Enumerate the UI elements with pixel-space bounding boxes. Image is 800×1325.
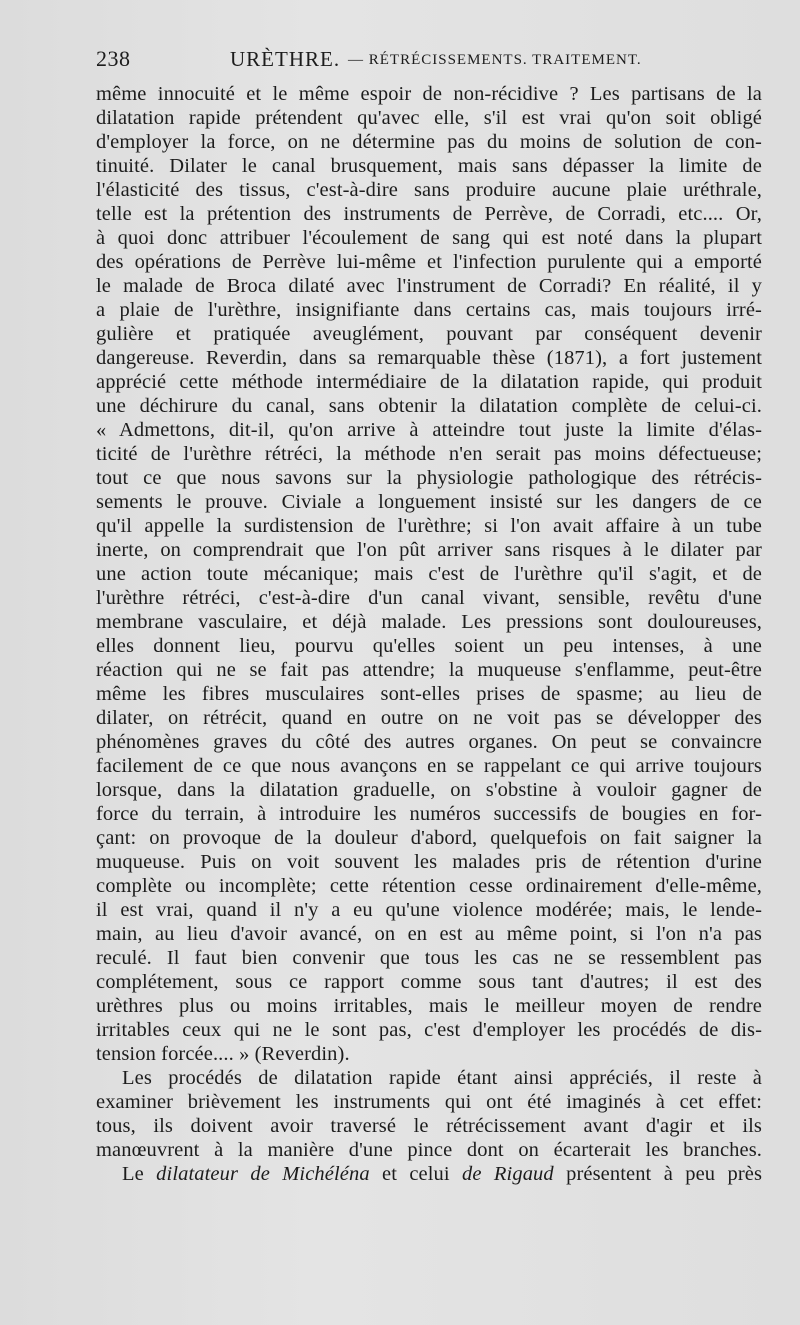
text-line: elles donnent lieu, pourvu qu'elles soient un peu intenses, à une xyxy=(96,635,762,657)
text-line: dilatation rapide prétendent qu'avec elle, s'il est vrai qu'on soit obligé xyxy=(96,107,762,129)
running-header xyxy=(96,44,762,74)
text-line: membrane vasculaire, et déjà malade. Les pressions sont douloureuses, xyxy=(96,611,762,633)
text-line: sements le prouve. Civiale a longuement insisté sur les dangers de ce xyxy=(96,491,762,513)
text-run: présentent à peu près xyxy=(553,1163,763,1185)
text-line: main, au lieu d'avoir avancé, on en est au même point, si l'on n'a pas xyxy=(96,923,762,945)
text-line: l'élasticité des tissus, c'est-à-dire sans produire aucune plaie uréthrale, xyxy=(96,179,762,201)
text-line: facilement de ce que nous avançons en se rappelant ce qui arrive toujours xyxy=(96,755,762,777)
text-line: tinuité. Dilater le canal brusquement, mais sans dépasser la limite de xyxy=(96,155,762,177)
text-line: il est vrai, quand il n'y a eu qu'une violence modérée; mais, le lende- xyxy=(96,899,762,921)
text-line: irritables ceux qui ne le sont pas, c'est d'employer les procédés de dis- xyxy=(96,1019,762,1041)
text-line: tout ce que nous savons sur la physiologie pathologique des rétrécis- xyxy=(96,467,762,489)
text-line: même innocuité et le même espoir de non-récidive ? Les partisans de la xyxy=(96,83,762,105)
text-line: çant: on provoque de la douleur d'abord, quelquefois on fait saigner la xyxy=(96,827,762,849)
text-line: urèthres plus ou moins irritables, mais le meilleur moyen de rendre xyxy=(96,995,762,1017)
text-line: « Admettons, dit-il, qu'on arrive à atteindre tout juste la limite d'élas- xyxy=(96,419,762,441)
text-line: une action toute mécanique; mais c'est de l'urèthre qu'il s'agit, et de xyxy=(96,563,762,585)
text-line: tension forcée.... » (Reverdin). xyxy=(96,1043,350,1065)
text-line-final xyxy=(96,1162,762,1186)
text-line: phénomènes graves du côté des autres organes. On peut se convaincre xyxy=(96,731,762,753)
text-line: apprécié cette méthode intermédiaire de la dilatation rapide, qui produit xyxy=(96,371,762,393)
italic-term: dilatateur de Michéléna xyxy=(156,1163,370,1185)
text-line: gulière et pratiquée aveuglément, pouvant par conséquent devenir xyxy=(96,323,762,345)
text-line: le malade de Broca dilaté avec l'instrument de Corradi? En réalité, il y xyxy=(96,275,762,297)
text-line: même les fibres musculaires sont-elles prises de spasme; au lieu de xyxy=(96,683,762,705)
italic-term: de Rigaud xyxy=(462,1163,554,1185)
text-run: et celui xyxy=(369,1163,463,1185)
header-title: URÈTHRE. xyxy=(230,47,341,71)
text-line: complétement, sous ce rapport comme sous tant d'autres; il est des xyxy=(96,971,762,993)
text-line: tous, ils doivent avoir traversé le rétrécissement avant d'agir et ils xyxy=(96,1115,762,1137)
text-line: reculé. Il faut bien convenir que tous les cas ne se ressemblent pas xyxy=(96,947,762,969)
text-line: a plaie de l'urèthre, insignifiante dans certains cas, mais toujours irré- xyxy=(96,299,762,321)
text-line: Les procédés de dilatation rapide étant ainsi appréciés, il reste à xyxy=(122,1067,762,1089)
text-line: dilater, on rétrécit, quand en outre on ne voit pas se développer des xyxy=(96,707,762,729)
text-line: muqueuse. Puis on voit souvent les malades pris de rétention d'urine xyxy=(96,851,762,873)
text-line: examiner brièvement les instruments qui ont été imaginés à cet effet: xyxy=(96,1091,762,1113)
text-line: l'urèthre rétréci, c'est-à-dire d'un canal vivant, sensible, revêtu d'une xyxy=(96,587,762,609)
text-line: complète ou incomplète; cette rétention cesse ordinairement d'elle-même, xyxy=(96,875,762,897)
text-line: ticité de l'urèthre rétréci, la méthode n'en serait pas moins défectueuse; xyxy=(96,443,762,465)
text-line: réaction qui ne se fait pas attendre; la muqueuse s'enflamme, peut-être xyxy=(96,659,762,681)
text-line: lorsque, dans la dilatation graduelle, on s'obstine à vouloir gagner de xyxy=(96,779,762,801)
text-line: force du terrain, à introduire les numéros successifs de bougies en for- xyxy=(96,803,762,825)
header-subtitle: — RÉTRÉCISSEMENTS. TRAITEMENT. xyxy=(348,52,642,68)
text-run: Le xyxy=(122,1163,157,1185)
page-number: 238 xyxy=(96,46,131,71)
text-line: à quoi donc attribuer l'écoulement de sang qui est noté dans la plupart xyxy=(96,227,762,249)
text-line: inerte, on comprendrait que l'on pût arriver sans risques à le dilater par xyxy=(96,539,762,561)
text-line: des opérations de Perrève lui-même et l'infection purulente qui a emporté xyxy=(96,251,762,273)
body-text xyxy=(96,82,762,1186)
text-line: qu'il appelle la surdistension de l'urèthre; si l'on avait affaire à un tube xyxy=(96,515,762,537)
text-line: manœuvrent à la manière d'une pince dont on écarterait les branches. xyxy=(96,1139,762,1161)
text-line: une déchirure du canal, sans obtenir la dilatation complète de celui-ci. xyxy=(96,395,762,417)
text-line: telle est la prétention des instruments de Perrève, de Corradi, etc.... Or, xyxy=(96,203,762,225)
text-line: d'employer la force, on ne détermine pas du moins de solution de con- xyxy=(96,131,762,153)
text-line: dangereuse. Reverdin, dans sa remarquable thèse (1871), a fort justement xyxy=(96,347,762,369)
